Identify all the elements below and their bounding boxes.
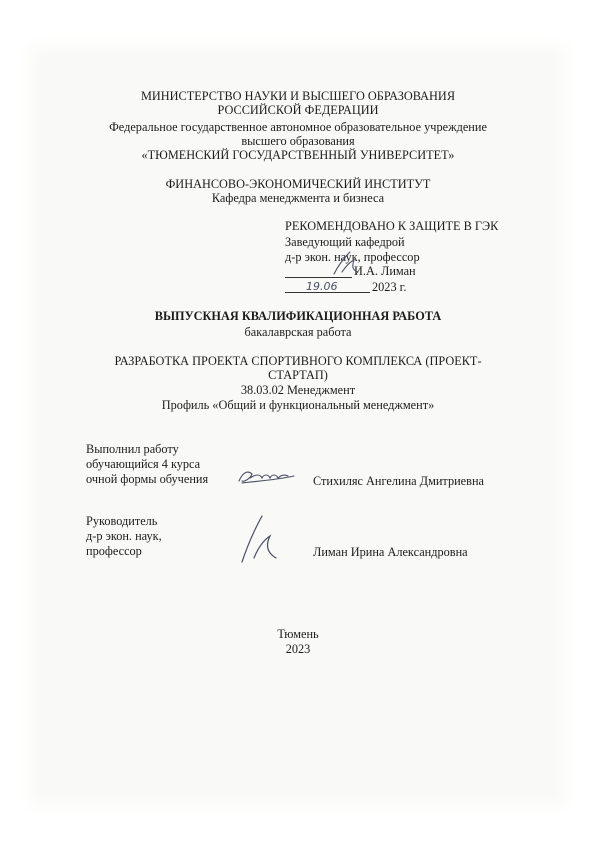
- work-topic-line1: РАЗРАБОТКА ПРОЕКТА СПОРТИВНОГО КОМПЛЕКСА (ПРОЕКТ-: [114, 354, 482, 368]
- supervisor-label-line3: профессор: [86, 544, 142, 558]
- supervisor-label-line2: д-р экон. наук,: [86, 529, 162, 543]
- supervisor-name: Лиман Ирина Александровна: [313, 545, 468, 559]
- student-label-line2: обучающийся 4 курса: [86, 457, 201, 471]
- federation-line: РОССИЙСКОЙ ФЕДЕРАЦИИ: [217, 103, 379, 117]
- supervisor-label-line1: Руководитель: [86, 514, 158, 528]
- head-signature: [328, 250, 362, 278]
- year: 2023: [285, 642, 311, 656]
- education-level-line: высшего образования: [241, 134, 355, 148]
- institution-type-line: Федеральное государственное автономное образовательное учреждение: [109, 120, 487, 134]
- document-page: [40, 56, 556, 796]
- work-type: ВЫПУСКНАЯ КВАЛИФИКАЦИОННАЯ РАБОТА: [154, 309, 442, 323]
- study-profile: Профиль «Общий и функциональный менеджмент»: [161, 398, 435, 412]
- city: Тюмень: [277, 627, 319, 641]
- approval-name: И.А. Лиман: [354, 264, 416, 278]
- approval-date-handwritten: 19.06: [306, 280, 338, 293]
- approval-degree: д-р экон. наук, профессор: [285, 250, 420, 264]
- institute-name: ФИНАНСОВО-ЭКОНОМИЧЕСКИЙ ИНСТИТУТ: [165, 177, 431, 191]
- approval-year: 2023 г.: [372, 280, 407, 294]
- student-name: Стихиляс Ангелина Дмитриевна: [313, 474, 484, 488]
- ministry-line: МИНИСТЕРСТВО НАУКИ И ВЫСШЕГО ОБРАЗОВАНИЯ: [140, 89, 456, 103]
- department-name: Кафедра менеджмента и бизнеса: [211, 191, 385, 205]
- student-signature: [236, 466, 298, 488]
- approval-title: РЕКОМЕНДОВАНО К ЗАЩИТЕ В ГЭК: [285, 219, 499, 233]
- student-label-line1: Выполнил работу: [86, 442, 179, 456]
- supervisor-signature: [236, 514, 280, 564]
- approval-position: Заведующий кафедрой: [285, 235, 405, 249]
- university-name: «ТЮМЕНСКИЙ ГОСУДАРСТВЕННЫЙ УНИВЕРСИТЕТ»: [141, 148, 455, 162]
- student-label-line3: очной формы обучения: [86, 472, 209, 486]
- specialty-code: 38.03.02 Менеджмент: [240, 383, 356, 397]
- work-subtype: бакалаврская работа: [244, 325, 352, 339]
- work-topic-line2: СТАРТАП): [268, 368, 328, 382]
